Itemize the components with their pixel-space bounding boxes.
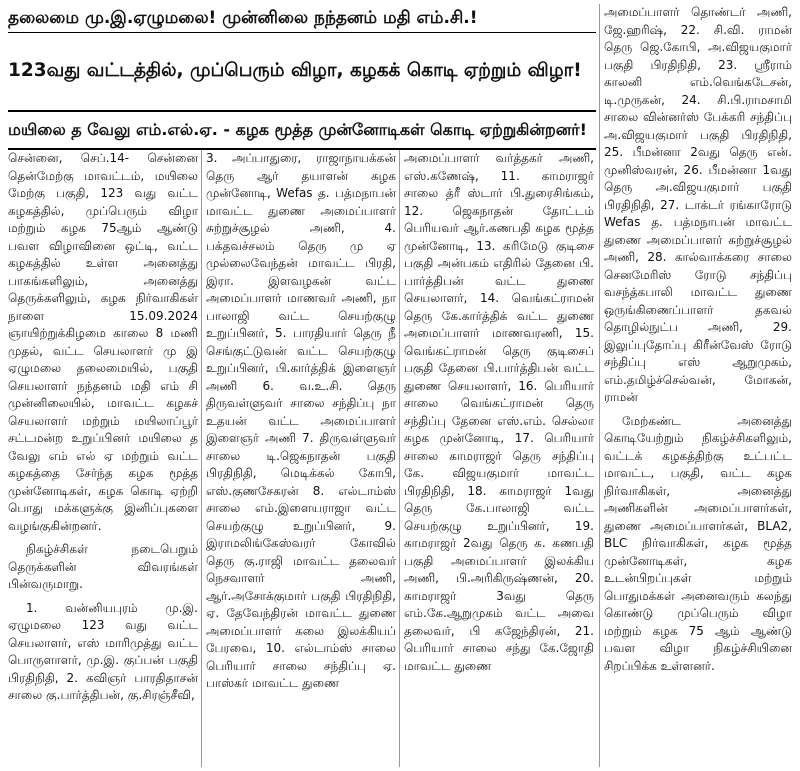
paragraph: 3. அப்பாதுரை, ராஜாநாயக்கன் தெரு ஆர் தயாளன் கழக முன்னோடி, Wefas த. பத்மநாபன் மாவட்ட துணை அமைப்பாளர் சுற்றுச்சூழல் அணி, 4. பக்தவச்சலம் தெரு மு ஏ முல்லைவேந்தன் மாவட்ட பிரதி, இரா. இளவழகன் வட்ட அமைப்பாளர் மாணவர் அணி, நா பாலாஜி வட்ட செயற்குழு உறுப்பினர், 5. பாரதியார் தெரு நீ செங்குட்டுவன் வட்ட செயற்குழு உறுப்பினர், பி.கார்த்திக் இளைஞர் அணி 6. வ.உ.சி. தெரு திருவள்ளுவர் சாலை சந்திப்பு நா உதயன் வட்ட அமைப்பாளர் இளைஞர் அணி 7. திருவள்ளுவர் சாலை டி.ஜெகநாதன் பகுதி பிரதிநிதி, மெடிக்கல் கோபி, எஸ்.குணசேகரன் 8. எல்டாம்ஸ் சாலை எம்.இளையராஜா வட்ட செயற்குழு உறுப்பினர், 9. இராமலிங்கேஸ்வரர் கோவில் தெரு கு.ராஜி மாவட்ட தலைவர் நெசவாளர் அணி, ஆர்.அசோக்குமார் பகுதி பிரதிநிதி, ஏ. தேவேந்திரன் மாவட்ட துணை அமைப்பாளர் கலை இலக்கியப் பேரவை, 10. எல்டாம்ஸ் சாலை பெரியார் சாலை சந்திப்பு ஏ. பாஸ்கர் மாவட்ட துணை [206, 151, 396, 690]
column-divider [201, 150, 202, 767]
subheadline-text: மயிலை த வேலு எம்.எல்.ஏ. - கழக மூத்த முன்னோடிகள் கொடி ஏற்றுகின்றனர்! [8, 119, 587, 139]
column-divider [599, 4, 600, 767]
article-column-1 [8, 150, 198, 767]
article-column-3 [404, 150, 594, 767]
article-column-4 [604, 4, 792, 767]
paragraph: அமைப்பாளர் வர்த்தகர் அணி, எஸ்.கணேஷ், 11. காமராஜர் சாலை த்ரீ ஸ்டார் பி.துரைசிங்கம், 12. ஜெகநாதன் தோட்டம் பெரியவர் ஆர்.கணபதி கழக மூத்த முன்னோடி, 13. கரிமேடு குடிசை பகுதி அன்பகம் எதிரில் தேனை பி. பார்த்திபன் வட்ட துணை செயலாளர், 14. வெங்கட்ராமன் தெரு கே.கார்த்திக் வட்ட துணை அமைப்பாளர் மாணவரணி, 15. வெங்கட்ராமன் தெரு குடிசைப் பகுதி தேனை பி.பார்த்திபன் வட்ட துணை செயலாளர், 16. பெரியார் சாலை வெங்கட்ராமன் தெரு சந்திப்பு தேனை எஸ்.எம். செல்லா கழக முன்னோடி, 17. பெரியார் சாலை காமராஜர் தெரு சந்திப்பு கே. விஜயகுமார் மாவட்ட பிரதிநிதி, 18. காமராஜர் 1வது தெரு கே.பாலாஜி வட்ட செயற்குழு உறுப்பினர், 19. காமராஜர் 2வது தெரு க. கணபதி பகுதி அமைப்பாளர் இலக்கிய அணி, பி.அரிகிருஷ்ணன், 20. காமராஜர் 3வது தெரு எம்.கே.ஆறுமுகம் வட்ட அவை தலைவர், பி கஜேந்திரன், 21. பெரியார் சாலை சந்து கே.ஜோதி மாவட்ட துணை [404, 151, 594, 673]
paragraph: சென்னை, செப்.14- சென்னை தென்மேற்கு மாவட்டம், மயிலை மேற்கு பகுதி, 123 வது வட்ட கழகத்தில், முப்பெரும் விழா மற்றும் கழக 75ஆம் ஆண்டு பவள விழாவினை ஒட்டி, வட்ட கழகத்தில் உள்ள அனைத்து பாகங்களிலும், அனைத்து தெருக்களிலும், கழக நிர்வாகிகள் நாளை 15.09.2024 ஞாயிற்றுக்கிழமை காலை 8 மணி முதல், வட்ட செயலாளர் மு இ ஏழுமலை தலைமையில், பகுதி செயலாளர் நந்தனம் மதி எம் சி முன்னிலையில், மாவட்ட கழகச் செயலாளர் மற்றும் மயிலாப்பூர் சட்டமன்ற உறுப்பினர் மயிலை த வேலு எம் எல் ஏ மற்றும் வட்ட கழகத்தை சேர்ந்த கழக மூத்த முன்னோடிகள், கழக கொடி ஏற்றி பொது மக்களுக்கு இனிப்புகளை வழங்குகின்றனர். [8, 151, 198, 533]
headline-text: 123வது வட்டத்தில், முப்பெரும் விழா, கழகக் கொடி ஏற்றும் விழா! [8, 59, 582, 81]
column-divider [399, 150, 400, 767]
kicker-strip [8, 4, 596, 33]
paragraph: மேற்கண்ட அனைத்து கொடியேற்றும் நிகழ்ச்சிகளிலும், வட்டக் கழகத்திற்கு உட்பட்ட மாவட்ட, பகுதி, வட்ட கழக நிர்வாகிகள், அனைத்து அணிகளின் அமைப்பாளர்கள், துணை அமைப்பாளர்கள், BLA2, BLC நிர்வாகிகள், கழக மூத்த முன்னோடிகள், கழக உடன்பிறப்புகள் மற்றும் பொதுமக்கள் அனைவரும் கலந்து கொண்டு முப்பெரும் விழா மற்றும் கழக 75 ஆம் ஆண்டு பவள விழா நிகழ்ச்சியினை சிறப்பிக்க உள்ளனர். [604, 413, 792, 673]
paragraph: 1. வன்னியபுரம் மு.இ. ஏழுமலை 123 வது வட்ட செயலாளர், எஸ் மாரிமுத்து வட்ட பொருளாளர், மு.இ. குப்பன் பகுதி பிரதிநிதி, 2. கவிஞர் பாரதிதாசன் சாலை கு.பார்த்திபன், கு.சிரஞ்சீவி, [8, 600, 198, 702]
paragraph: நிகழ்ச்சிகள் நடைபெறும் தெருக்களின் விவரங்கள் பின்வருமாறு. [8, 542, 198, 591]
paragraph: அமைப்பாளர் தொண்டர் அணி, ஜே.ஹரிஷ், 22. சி.வி. ராமன் தெரு ஜெ.கோபி, அ.விஜயகுமார் பகுதி பிரதிநிதி, 23. ஸ்ரீராம் காலனி எம்.வெங்கடேசன், டி.முருகன், 24. சி.பி.ராமசாமி சாலை வின்னர்ஸ் பேக்கரி சந்திப்பு அ.விஜயகுமார் பகுதி பிரதிநிதி, 25. பீமன்னா 2வது தெரு என். முனிஸ்வரன், 26. பீமன்னா 1வது தெரு அ.விஜயகுமார் பகுதி பிரதிநிதி, 27. டாக்டர் ரங்காரோடு Wefas த. பத்மநாபன் மாவட்ட துணை அமைப்பாளர் சுற்றுச்சூழல் அணி, 28. கால்வாக்கரை சாலை செனமேரிஸ் ரோடு சந்திப்பு வசந்த்கபாலி மாவட்ட துணை ஒருங்கிணைப்பாளர் தகவல் தொழில்நுட்ப அணி, 29. இலுப்புதோப்பு கிரீன்வேஸ் ரோடு சந்திப்பு எஸ் ஆறுமுகம், எம்.தமிழ்ச்செல்வன், மோகன், ராமன் [604, 5, 792, 404]
kicker-text: தலைமை மு.இ.ஏழுமலை! முன்னிலை நந்தனம் மதி எம்.சி.! [8, 8, 478, 28]
subheadline [8, 110, 596, 150]
headline [8, 36, 596, 106]
article-column-2 [206, 150, 396, 767]
